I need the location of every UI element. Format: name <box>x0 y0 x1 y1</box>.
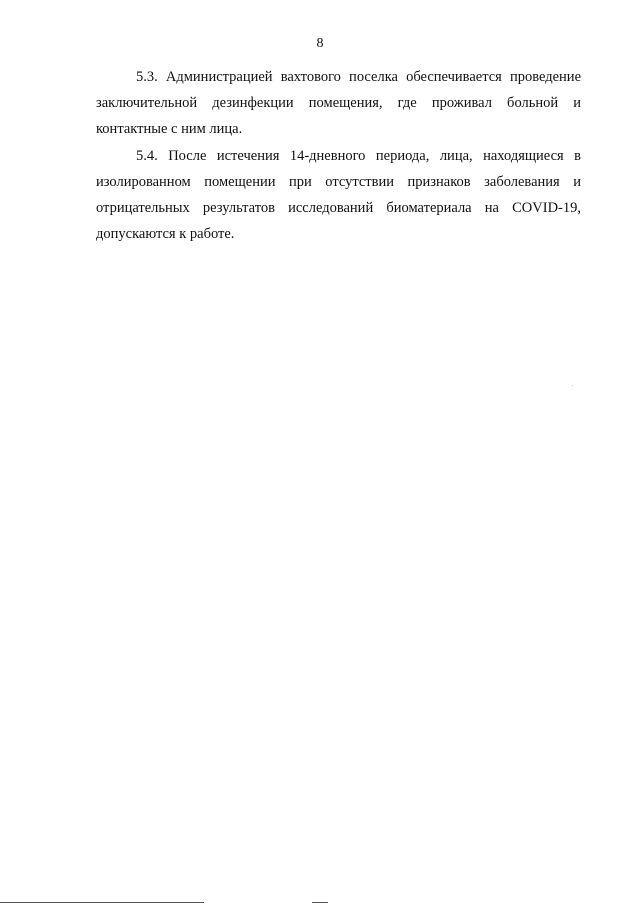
scan-speck <box>572 385 573 386</box>
paragraph-5-3: 5.3. Администрацией вахтового поселка обеспечивается проведение заключительной дезинфекции помещения, где проживал больной и контактные с ним лица. <box>96 69 581 137</box>
page-number: 8 <box>316 36 324 51</box>
footer-rule-left <box>0 902 204 903</box>
footer-rule-right <box>312 902 328 903</box>
document-body <box>96 64 581 247</box>
paragraph-5-4: 5.4. После истечения 14-дневного периода, лица, находящиеся в изолированном помещении при отсутствии признаков заболевания и отрицательных результатов исследований биоматериала на COVID-19, допускаются к работе. <box>96 148 581 242</box>
